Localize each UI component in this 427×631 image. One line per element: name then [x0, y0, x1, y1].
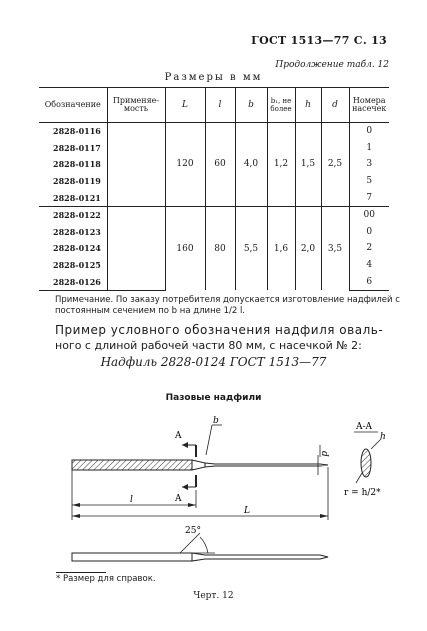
section-label: A-A	[356, 422, 373, 432]
cell-code: 2828-0119	[53, 176, 101, 187]
cell-notch: 2	[349, 240, 389, 257]
table-row	[39, 123, 389, 140]
table-row	[39, 206, 389, 223]
cell-code: 2828-0117	[53, 142, 101, 153]
dimensions-table	[39, 87, 389, 291]
col-header-L: L	[165, 88, 205, 123]
example-heading: Пример условного обозначения надфиля оваль-	[55, 323, 384, 337]
label-d: d	[319, 451, 329, 457]
file-side-view	[72, 526, 328, 561]
cell-l: 60	[205, 123, 235, 207]
cell-notch: 0	[349, 123, 389, 140]
cell-code: 2828-0122	[39, 206, 107, 223]
footnote-rule	[56, 572, 106, 573]
col-header-h: h	[295, 88, 321, 123]
label-angle: 25°	[185, 526, 201, 536]
figure-title: Пазовые надфили	[165, 393, 262, 403]
dimension-d	[318, 445, 329, 475]
example-designation: Надфиль 2828-0124 ГОСТ 1513—77	[100, 355, 327, 369]
section-marker-top	[174, 431, 196, 457]
cell-l: 80	[205, 206, 235, 290]
cell-notch: 6	[349, 273, 389, 290]
col-header-d: d	[321, 88, 349, 123]
col-header-applicability: Применяе-мость	[107, 88, 165, 123]
cell-d: 3,5	[321, 206, 349, 290]
label-r: r = h/2*	[344, 488, 381, 498]
cell-notch: 00	[349, 206, 389, 223]
units-line: Размеры в мм	[164, 72, 263, 83]
cell-notch: 0	[349, 224, 389, 241]
cell-code: 2828-0123	[53, 226, 101, 237]
section-marker-bottom	[174, 475, 196, 504]
cell-d: 2,5	[321, 123, 349, 207]
example-text: ного с длиной рабочей части 80 мм, с насечкой № 2:	[55, 339, 362, 352]
cell-code: 2828-0125	[53, 260, 101, 271]
label-a-bottom: A	[175, 494, 182, 504]
cell-notch: 3	[349, 156, 389, 173]
col-header-b1: b₁, не более	[267, 88, 295, 123]
section-a-a	[344, 422, 386, 498]
cell-b: 5,5	[235, 206, 267, 290]
label-a-top: A	[175, 431, 182, 441]
figure-caption: Черт. 12	[193, 591, 234, 601]
cell-h: 1,5	[295, 123, 321, 207]
dimension-L	[72, 467, 328, 520]
cell-L: 120	[165, 123, 205, 207]
cell-notch: 4	[349, 257, 389, 274]
cell-notch: 5	[349, 173, 389, 190]
label-b: b	[213, 416, 219, 426]
col-header-notch: Номера насечек	[349, 88, 389, 123]
cell-code: 2828-0126	[39, 273, 107, 290]
cell-b1: 1,2	[267, 123, 295, 207]
col-header-b: b	[235, 88, 267, 123]
cell-notch: 1	[349, 140, 389, 157]
cell-code: 2828-0121	[53, 192, 101, 203]
cell-h: 2,0	[295, 206, 321, 290]
cell-notch: 7	[349, 189, 389, 206]
cell-L: 160	[165, 206, 205, 290]
cell-b: 4,0	[235, 123, 267, 207]
table-continuation: Продолжение табл. 12	[275, 60, 389, 70]
cell-code: 2828-0116	[53, 126, 101, 137]
dimension-b	[206, 416, 222, 455]
cell-b1: 1,6	[267, 206, 295, 290]
standard-header: ГОСТ 1513—77 С. 13	[251, 34, 387, 47]
cell-code: 2828-0124	[53, 243, 101, 254]
label-l: l	[130, 495, 133, 505]
file-drawing	[0, 405, 427, 570]
file-top-view	[72, 460, 328, 470]
label-h: h	[380, 432, 386, 442]
label-L: L	[244, 506, 250, 516]
footnote: * Размер для справок.	[56, 574, 156, 584]
table-note: Примечание. По заказу потребителя допускается изготовление надфилей с постоянным сечением по b на длине 1/2 l.	[55, 295, 400, 316]
cell-code: 2828-0118	[53, 159, 101, 170]
col-header-l: l	[205, 88, 235, 123]
col-header-designation: Обозначение	[39, 88, 107, 123]
